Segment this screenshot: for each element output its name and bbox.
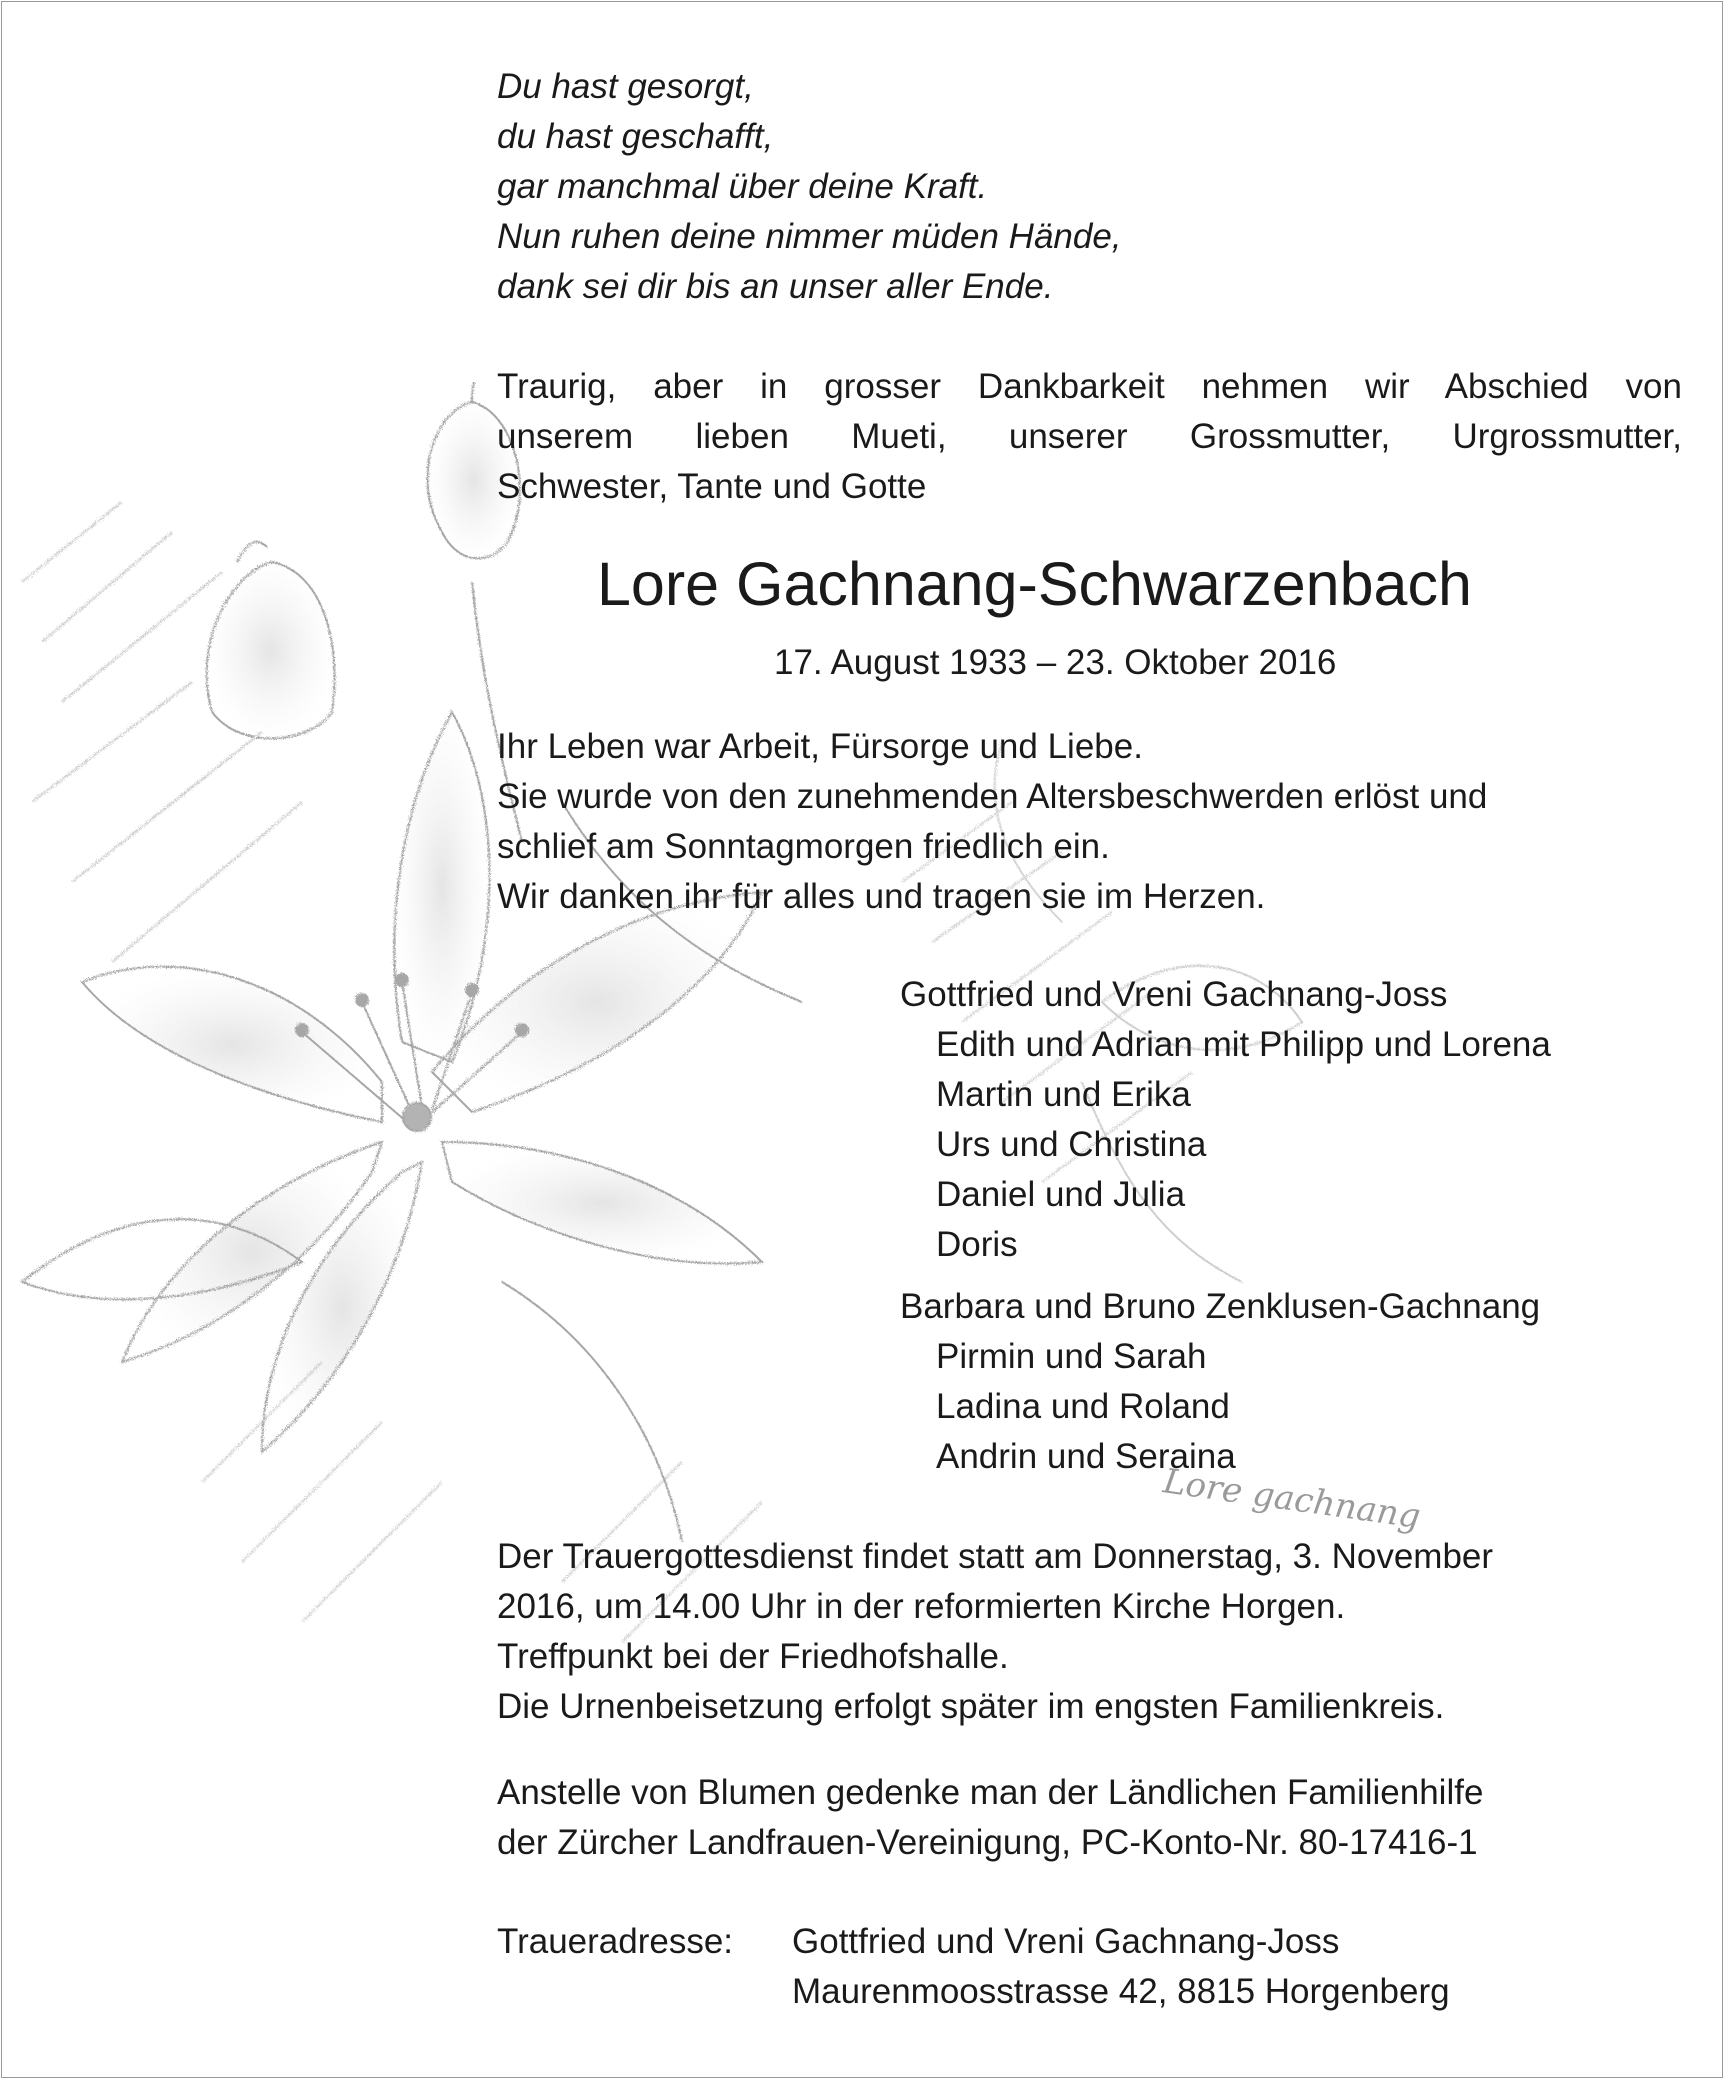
poem-line: Du hast gesorgt, <box>497 67 754 106</box>
family-member: Andrin und Seraina <box>936 1437 1236 1476</box>
address-label: Traueradresse: <box>497 1922 734 1961</box>
tribute-line: Wir danken ihr für alles und tragen sie im Herzen. <box>497 877 1266 916</box>
poem-line: Nun ruhen deine nimmer müden Hände, <box>497 217 1122 256</box>
obituary-page <box>1 1 1723 2078</box>
donation-paragraph <box>497 1768 1682 1868</box>
poem <box>497 62 1682 312</box>
tribute-line: Sie wurde von den zunehmenden Altersbeschwerden erlöst und <box>497 777 1488 816</box>
family-member: Martin und Erika <box>936 1075 1191 1114</box>
life-dates: 17. August 1933 – 23. Oktober 2016 <box>774 643 1337 682</box>
family-member: Urs und Christina <box>936 1125 1207 1164</box>
family-head: Gottfried und Vreni Gachnang-Joss <box>900 975 1448 1014</box>
poem-line: du hast geschafft, <box>497 117 774 156</box>
artist-signature: Lore gachnang <box>1160 1461 1423 1537</box>
deceased-name: Lore Gachnang-Schwarzenbach <box>597 550 1472 618</box>
family-member: Doris <box>936 1225 1018 1264</box>
poem-line: gar manchmal über deine Kraft. <box>497 167 988 206</box>
service-line: 2016, um 14.00 Uhr in der reformierten Kirche Horgen. <box>497 1587 1346 1626</box>
service-line: Treffpunkt bei der Friedhofshalle. <box>497 1637 1009 1676</box>
address-line: Maurenmoosstrasse 42, 8815 Horgenberg <box>792 1972 1450 2011</box>
intro-line: Traurig, aber in grosser Dankbarkeit nehmen wir Abschied von <box>497 367 1682 406</box>
intro-paragraph <box>497 362 1682 512</box>
family-member: Daniel und Julia <box>936 1175 1186 1214</box>
family-group-2 <box>900 1282 1540 1482</box>
tribute-paragraph <box>497 722 1682 922</box>
mourning-address <box>497 1917 1450 2017</box>
intro-line: Schwester, Tante und Gotte <box>497 467 927 506</box>
service-line: Der Trauergottesdienst findet statt am Donnerstag, 3. November <box>497 1537 1494 1576</box>
donation-line: Anstelle von Blumen gedenke man der Ländlichen Familienhilfe <box>497 1773 1484 1812</box>
service-paragraph <box>497 1532 1682 1732</box>
family-member: Pirmin und Sarah <box>936 1337 1207 1376</box>
donation-line: der Zürcher Landfrauen-Vereinigung, PC-Konto-Nr. 80-17416-1 <box>497 1823 1478 1862</box>
tribute-line: Ihr Leben war Arbeit, Fürsorge und Liebe. <box>497 727 1143 766</box>
family-member: Edith und Adrian mit Philipp und Lorena <box>936 1025 1551 1064</box>
poem-line: dank sei dir bis an unser aller Ende. <box>497 267 1054 306</box>
address-line: Gottfried und Vreni Gachnang-Joss <box>792 1922 1340 1961</box>
family-head: Barbara und Bruno Zenklusen-Gachnang <box>900 1287 1541 1326</box>
family-member: Ladina und Roland <box>936 1387 1230 1426</box>
family-group-1 <box>900 970 1551 1270</box>
intro-line: unserem lieben Mueti, unserer Grossmutter, Urgrossmutter, <box>497 417 1682 456</box>
service-line: Die Urnenbeisetzung erfolgt später im engsten Familienkreis. <box>497 1687 1445 1726</box>
tribute-line: schlief am Sonntagmorgen friedlich ein. <box>497 827 1110 866</box>
